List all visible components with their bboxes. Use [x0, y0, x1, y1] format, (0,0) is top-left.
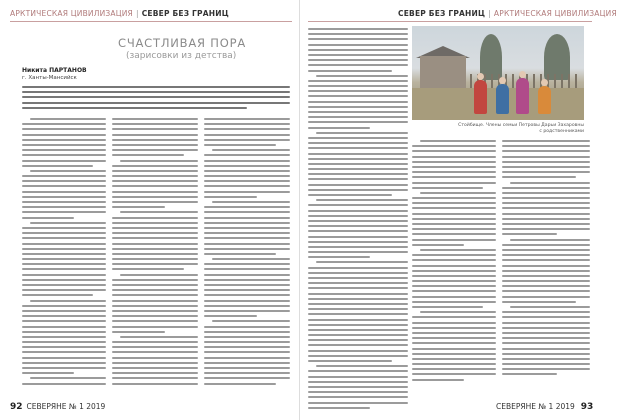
left-footer [10, 402, 105, 412]
right-running-header: СЕВЕР БЕЗ ГРАНИЦ | АРКТИЧЕСКАЯ ЦИВИЛИЗАЦИЯ [398, 9, 617, 18]
left-header-rule [10, 21, 292, 22]
person-figure [474, 80, 487, 114]
left-running-header: АРКТИЧЕСКАЯ ЦИВИЛИЗАЦИЯ | СЕВЕР БЕЗ ГРАНИЦ [10, 9, 229, 18]
left-header-column: СЕВЕР БЕЗ ГРАНИЦ [141, 9, 229, 18]
article-place: г. Ханты-Мансийск [22, 75, 77, 81]
article-subtitle: (зарисовки из детства) [126, 51, 237, 61]
photo-caption: Стойбище. Члены семьи Петровы Дарьи Захаровны с родственниками [458, 123, 584, 134]
article-author: Никита ПАРТАНОВ [22, 67, 87, 74]
left-text-column-2 [112, 118, 198, 388]
right-text-column-2 [412, 140, 496, 384]
left-header-section: АРКТИЧЕСКАЯ ЦИВИЛИЗАЦИЯ [10, 9, 133, 18]
person-figure [496, 84, 509, 114]
right-header-section: АРКТИЧЕСКАЯ ЦИВИЛИЗАЦИЯ [493, 9, 617, 18]
right-footer [496, 402, 593, 412]
person-figure [538, 86, 551, 114]
article-lead [22, 86, 290, 112]
person-figure [516, 78, 529, 114]
left-text-column-1 [22, 118, 106, 388]
left-text-column-3 [204, 118, 290, 388]
right-header-column: СЕВЕР БЕЗ ГРАНИЦ [398, 9, 486, 18]
left-journal-name: СЕВЕРЯНЕ № 1 2019 [26, 402, 106, 411]
right-text-column-3 [502, 140, 590, 379]
left-page [0, 0, 300, 420]
right-page-number: 93 [580, 402, 594, 412]
right-journal-name: СЕВЕРЯНЕ № 1 2019 [496, 402, 575, 411]
right-page [300, 0, 617, 420]
right-text-column-1-top [308, 28, 408, 412]
family-photo [412, 26, 584, 120]
left-page-number: 92 [10, 402, 23, 412]
right-header-rule [308, 21, 592, 22]
article-title: СЧАСТЛИВАЯ ПОРА [118, 36, 246, 50]
